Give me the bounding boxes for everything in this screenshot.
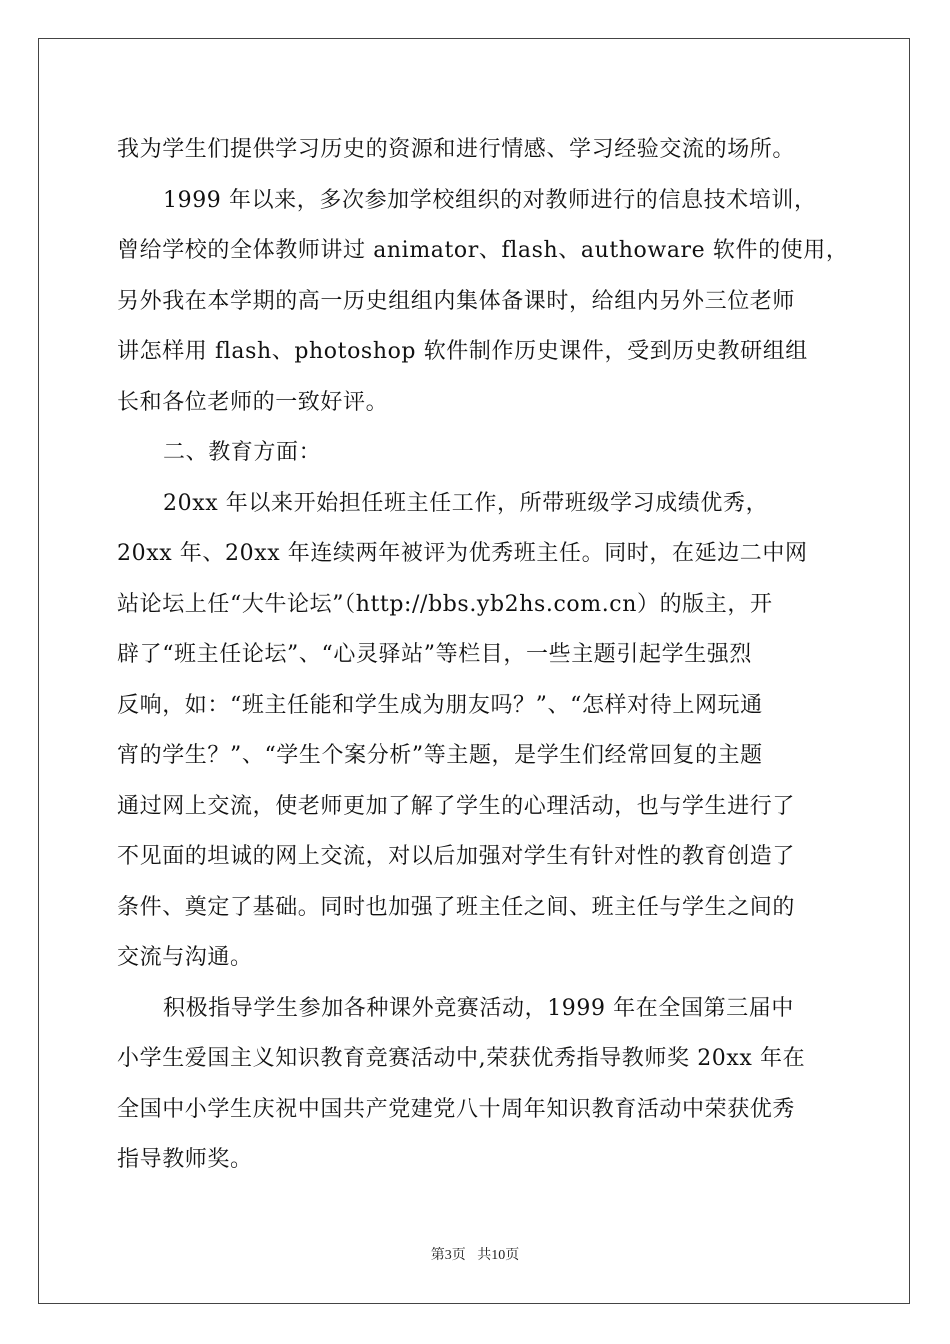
text-line: 辟了“班主任论坛”、“心灵驿站”等栏目，一些主题引起学生强烈 bbox=[117, 642, 752, 667]
text-line: 讲怎样用 flash、photoshop 软件制作历史课件，受到历史教研组组 bbox=[117, 339, 808, 364]
document-body bbox=[117, 125, 849, 1186]
text-line: 我为学生们提供学习历史的资源和进行情感、学习经验交流的场所。 bbox=[117, 137, 796, 162]
text-line: 指导教师奖。 bbox=[117, 1147, 253, 1172]
text-line: 通过网上交流，使老师更加了解了学生的心理活动，也与学生进行了 bbox=[117, 793, 796, 819]
text-line: 站论坛上任“大牛论坛”（http://bbs.yb2hs.com.cn）的版主，开 bbox=[117, 591, 773, 617]
total-pages: 共10页 bbox=[477, 1248, 520, 1263]
text-line: 交流与沟通。 bbox=[117, 945, 253, 970]
text-line: 长和各位老师的一致好评。 bbox=[117, 389, 389, 415]
text-line: 20xx 年以来开始担任班主任工作，所带班级学习成绩优秀， bbox=[163, 490, 769, 516]
text-line: 曾给学校的全体教师讲过 animator、flash、authoware 软件的使用， bbox=[117, 238, 849, 263]
text-line: 二、教育方面： bbox=[163, 440, 322, 465]
text-line: 条件、奠定了基础。同时也加强了班主任之间、班主任与学生之间的 bbox=[117, 894, 796, 920]
text-line: 宵的学生？”、“学生个案分析”等主题，是学生们经常回复的主题 bbox=[117, 743, 763, 768]
text-line: 20xx 年、20xx 年连续两年被评为优秀班主任。同时，在延边二中网 bbox=[117, 541, 808, 566]
text-line: 另外我在本学期的高一历史组组内集体备课时，给组内另外三位老师 bbox=[117, 288, 796, 314]
text-line: 1999 年以来，多次参加学校组织的对教师进行的信息技术培训， bbox=[163, 187, 817, 213]
text-line: 小学生爱国主义知识教育竞赛活动中,荣获优秀指导教师奖 20xx 年在 bbox=[117, 1046, 806, 1071]
text-line: 不见面的坦诚的网上交流，对以后加强对学生有针对性的教育创造了 bbox=[117, 844, 796, 869]
page-number: 第3页 bbox=[430, 1248, 466, 1263]
page-footer bbox=[0, 1246, 950, 1266]
text-line: 全国中小学生庆祝中国共产党建党八十周年知识教育活动中荣获优秀 bbox=[117, 1096, 796, 1122]
text-line: 反响，如：“班主任能和学生成为朋友吗？”、“怎样对待上网玩通 bbox=[117, 692, 763, 718]
text-line: 积极指导学生参加各种课外竞赛活动，1999 年在全国第三届中 bbox=[163, 995, 794, 1021]
